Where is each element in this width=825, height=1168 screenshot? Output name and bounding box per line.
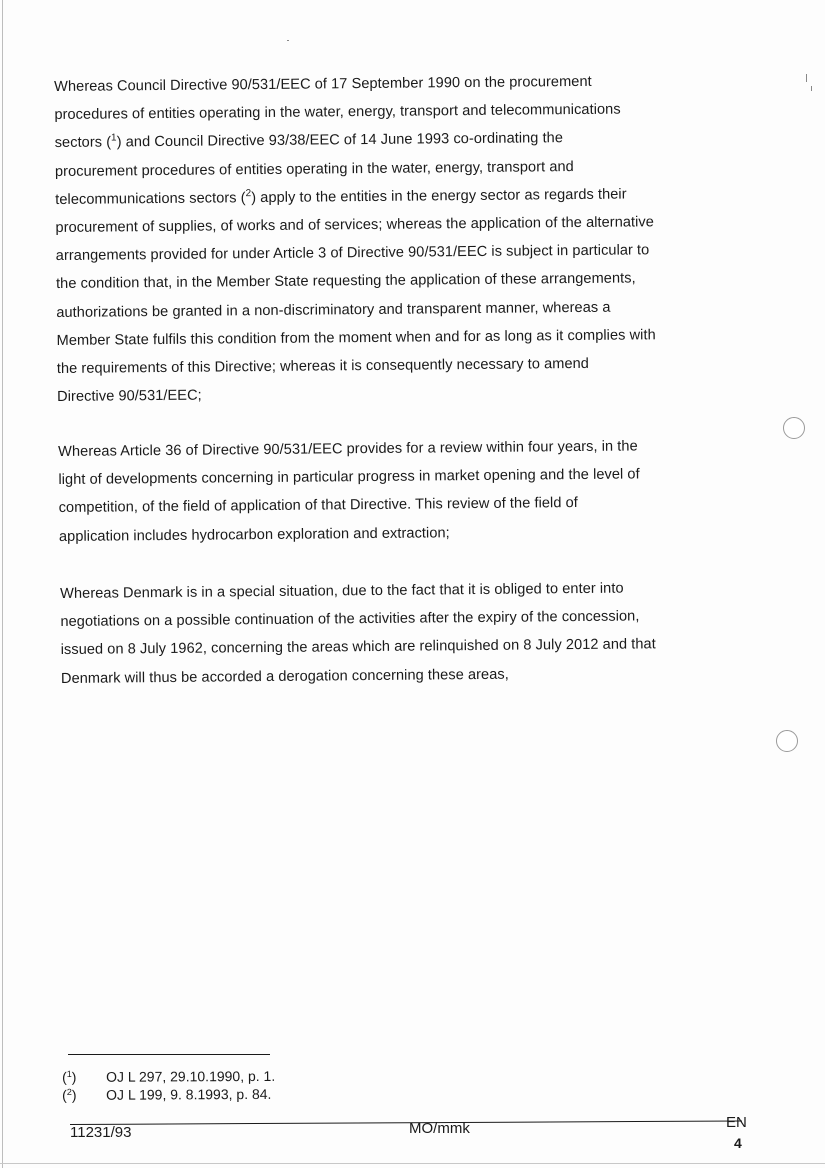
document-number: 11231/93 <box>70 1124 132 1141</box>
footnote-text: OJ L 297, 29.10.1990, p. 1. <box>106 1067 276 1085</box>
footnote-paren: ) <box>71 1086 77 1103</box>
text-line: procedures of entities operating in the water, energy, transport and telecommunications <box>54 101 621 124</box>
recital-paragraph-3 <box>60 573 751 692</box>
text-line: Denmark will thus be accorded a derogation concerning these areas, <box>60 666 509 687</box>
footnote-separator <box>68 1054 270 1055</box>
punch-hole <box>776 730 798 752</box>
footnote-2 <box>62 1085 275 1104</box>
text-line: light of developments concerning in particular progress in market opening and the level of <box>58 466 640 489</box>
text-line: competition, of the field of application of that Directive. This review of the field of <box>58 495 578 517</box>
scan-speck <box>806 74 807 82</box>
scan-speck <box>811 86 812 91</box>
page-left-edge <box>2 0 3 1168</box>
text-line: procurement procedures of entities operating in the water, energy, transport and <box>54 158 574 180</box>
language-code: EN <box>726 1114 747 1131</box>
text-line: Whereas Council Directive 90/531/EEC of 17 September 1990 on the procurement <box>54 73 592 95</box>
footnote-reference-2: 2 <box>245 187 252 199</box>
text-line: authorizations be granted in a non-discriminatory and transparent manner, whereas a <box>56 299 611 321</box>
text-line: Directive 90/531/EEC; <box>57 387 202 406</box>
footnote-number: 2 <box>66 1086 72 1097</box>
text-fragment: telecommunications sectors ( <box>55 189 246 208</box>
text-line: arrangements provided for under Article 3 of Directive 90/531/EEC is subject in particular to <box>55 242 650 265</box>
footnote-reference-1: 1 <box>110 132 117 144</box>
footnote-paren: ) <box>71 1068 77 1085</box>
text-line: negotiations on a possible continuation of the activities after the expiry of the concession, <box>60 608 640 631</box>
text-line: Member State fulfils this condition from the moment when and for as long as it complies with <box>56 327 656 349</box>
footnote-paren: ( <box>62 1086 67 1103</box>
text-fragment: ) apply to the entities in the energy sector as regards their <box>251 186 627 206</box>
footnote-text: OJ L 199, 9. 8.1993, p. 84. <box>106 1085 272 1103</box>
text-line: the condition that, in the Member State requesting the application of these arrangements, <box>55 270 636 293</box>
text-line: Whereas Denmark is in a special situation, due to the fact that it is obliged to enter into <box>60 580 624 602</box>
author-initials: MO/mmk <box>409 1120 470 1137</box>
page-bottom-edge <box>0 1163 825 1164</box>
text-line: issued on 8 July 1962, concerning the areas which are relinquished on 8 July 2012 and that <box>60 636 656 659</box>
scan-speck <box>287 40 289 41</box>
footer-separator <box>70 1120 742 1125</box>
footnote-paren: ( <box>62 1068 67 1085</box>
punch-hole <box>783 417 805 439</box>
footnote-marker <box>62 1086 106 1104</box>
text-fragment: ) and Council Directive 93/38/EEC of 14 June 1993 co-ordinating the <box>116 130 564 151</box>
text-line: Whereas Article 36 of Directive 90/531/EEC provides for a review within four years, in the <box>58 438 638 460</box>
footnote-1 <box>62 1067 275 1086</box>
text-fragment: sectors ( <box>54 134 112 152</box>
footnote-marker <box>62 1068 106 1086</box>
text-line: procurement of supplies, of works and of services; whereas the application of the alternative <box>55 214 654 237</box>
recital-paragraph-2 <box>58 431 749 550</box>
text-line: application includes hydrocarbon exploration and extraction; <box>58 524 450 545</box>
text-line: the requirements of this Directive; whereas it is consequently necessary to amend <box>56 355 590 378</box>
footnote-number: 1 <box>66 1068 72 1079</box>
recital-paragraph-1 <box>54 66 747 411</box>
footnotes <box>62 1067 275 1104</box>
page-number: 4 <box>734 1135 742 1151</box>
